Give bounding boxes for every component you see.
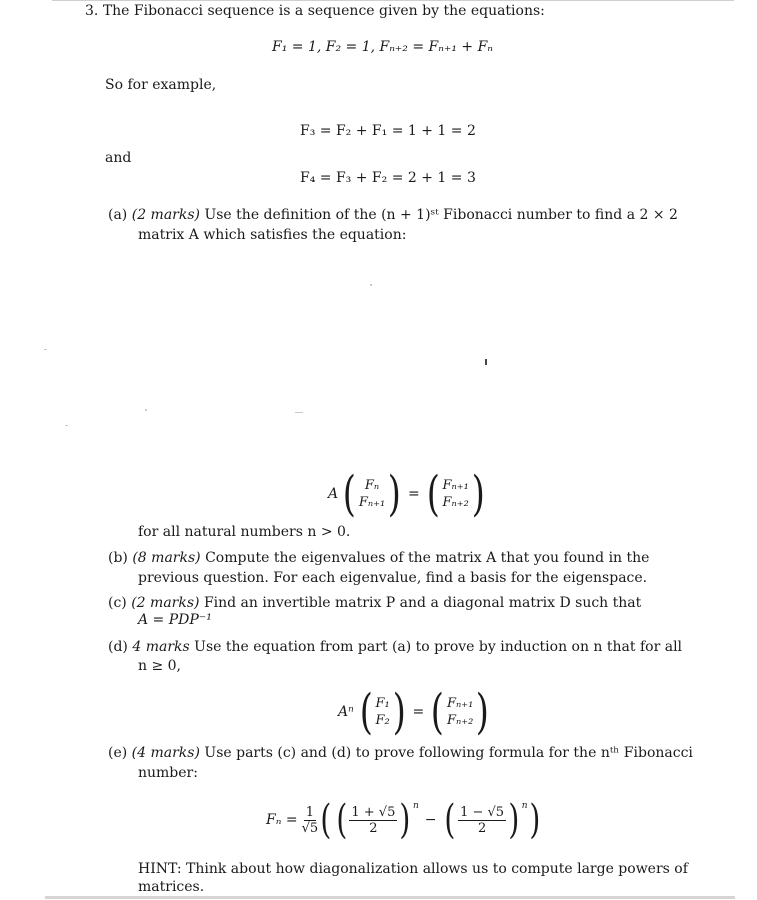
part-e-line1: Use parts (c) and (d) to prove following formula for the nᵗʰ Fibonacci	[204, 745, 693, 761]
right-paren: )	[399, 797, 411, 843]
matrix-a-symbol: A	[328, 486, 339, 502]
vector-lhs	[359, 477, 385, 511]
vector-rhs	[442, 477, 468, 511]
question-number: 3.	[85, 3, 99, 19]
term2-numerator: 1 − √5	[460, 804, 505, 820]
definition-equation: F₁ = 1, F₂ = 1, Fₙ₊₂ = Fₙ₊₁ + Fₙ	[272, 39, 493, 55]
part-e-marks: (4 marks)	[131, 745, 200, 761]
vector-rhs-top: Fₙ₊₁	[446, 696, 474, 711]
minus-sign: −	[424, 812, 437, 828]
equals-sign: =	[407, 486, 420, 502]
part-d	[108, 637, 682, 657]
part-a-label: (a)	[108, 207, 128, 223]
scan-speck	[44, 349, 47, 350]
question-intro: The Fibonacci sequence is a sequence given by the equations:	[102, 3, 545, 19]
hint-line1: HINT: Think about how diagonalization allows us to compute large powers of	[138, 861, 688, 877]
part-b-line2: previous question. For each eigenvalue, find a basis for the eigenspace.	[138, 570, 648, 586]
part-a-after: for all natural numbers n > 0.	[138, 524, 351, 540]
coefficient-numerator: 1	[305, 804, 314, 820]
vector-rhs-top: Fₙ₊₁	[442, 478, 469, 493]
term1-numerator: 1 + √5	[351, 804, 396, 820]
right-paren: )	[388, 466, 402, 522]
part-a-line2: matrix A which satisfies the equation:	[138, 227, 407, 243]
bottom-divider	[45, 896, 735, 899]
vector-lhs-top: F₁	[375, 696, 390, 711]
vector-lhs-bottom: Fₙ₊₁	[358, 495, 386, 510]
vector-rhs-bottom: Fₙ₊₂	[442, 495, 469, 510]
vector-rhs-bottom: Fₙ₊₂	[446, 713, 474, 728]
example-equation-2: F₄ = F₃ + F₂ = 2 + 1 = 3	[300, 170, 476, 186]
example-equation-1: F₃ = F₂ + F₁ = 1 + 1 = 2	[300, 123, 476, 139]
part-c-marks: (2 marks)	[131, 595, 200, 611]
part-e-label: (e)	[108, 745, 128, 761]
left-paren: (	[336, 797, 348, 843]
vector-lhs-top: Fₙ	[364, 478, 380, 493]
term2-fraction	[458, 805, 506, 836]
left-paren: (	[444, 797, 456, 843]
outer-left-paren: (	[320, 797, 332, 843]
binet-formula: Fₙ = $\frac{1}{√5}$ ( ( $\frac{1 + √5}{2}$ ) $^n$ − ( $\frac{1 - √5}{2}$ ) $^n$ )	[266, 797, 541, 843]
example-intro: So for example,	[105, 77, 217, 93]
part-e-line2: number:	[138, 765, 198, 781]
part-e	[108, 743, 693, 763]
scan-speck	[145, 409, 147, 411]
question-header	[85, 3, 545, 19]
left-paren: (	[342, 466, 357, 522]
part-d-marks: 4 marks	[132, 639, 190, 655]
vector-lhs-bottom: F₂	[375, 713, 390, 728]
part-c-label: (c)	[108, 595, 127, 611]
scan-speck	[370, 284, 372, 286]
matrix-a-power: Aⁿ	[338, 704, 354, 720]
vector-lhs	[376, 695, 390, 729]
coefficient-denominator: √5	[301, 820, 319, 836]
part-d-line2: n ≥ 0,	[138, 658, 182, 674]
part-d-line1: Use the equation from part (a) to prove by induction on n that for all	[194, 639, 683, 655]
term2-denominator: 2	[477, 820, 487, 836]
part-c-line2: A = PDP⁻¹	[138, 612, 212, 628]
right-paren: )	[476, 684, 490, 740]
right-paren: )	[508, 797, 520, 843]
left-paren: (	[359, 684, 373, 740]
outer-right-paren: )	[529, 797, 541, 843]
top-divider	[52, 0, 734, 1]
part-a-marks: (2 marks)	[131, 207, 200, 223]
part-d-label: (d)	[108, 639, 128, 655]
vector-rhs	[447, 695, 473, 729]
coefficient-fraction	[302, 805, 319, 836]
right-paren: )	[471, 466, 485, 522]
equation-d	[338, 684, 492, 740]
term1-denominator: 2	[369, 820, 378, 836]
scan-mark	[485, 359, 487, 365]
hint-line2: matrices.	[138, 879, 205, 895]
equals-sign: =	[412, 704, 425, 720]
equation-a	[328, 466, 488, 522]
part-b-marks: (8 marks)	[132, 550, 201, 566]
part-a	[108, 205, 678, 225]
left-paren: (	[426, 466, 440, 522]
right-paren: )	[392, 684, 406, 740]
formula-lhs: Fₙ =	[266, 812, 298, 828]
scan-speck	[65, 425, 68, 426]
and-text: and	[105, 150, 132, 166]
term1-fraction	[349, 805, 397, 836]
part-b-label: (b)	[108, 550, 128, 566]
left-paren: (	[431, 684, 445, 740]
part-c-line1: Find an invertible matrix P and a diagonal matrix D such that	[203, 595, 642, 611]
part-a-line1: Use the definition of the (n + 1)ˢᵗ Fibonacci number to find a 2 × 2	[204, 207, 678, 223]
part-b-line1: Compute the eigenvalues of the matrix A that you found in the	[205, 550, 650, 566]
part-b	[108, 548, 649, 568]
scan-speck	[295, 412, 303, 413]
